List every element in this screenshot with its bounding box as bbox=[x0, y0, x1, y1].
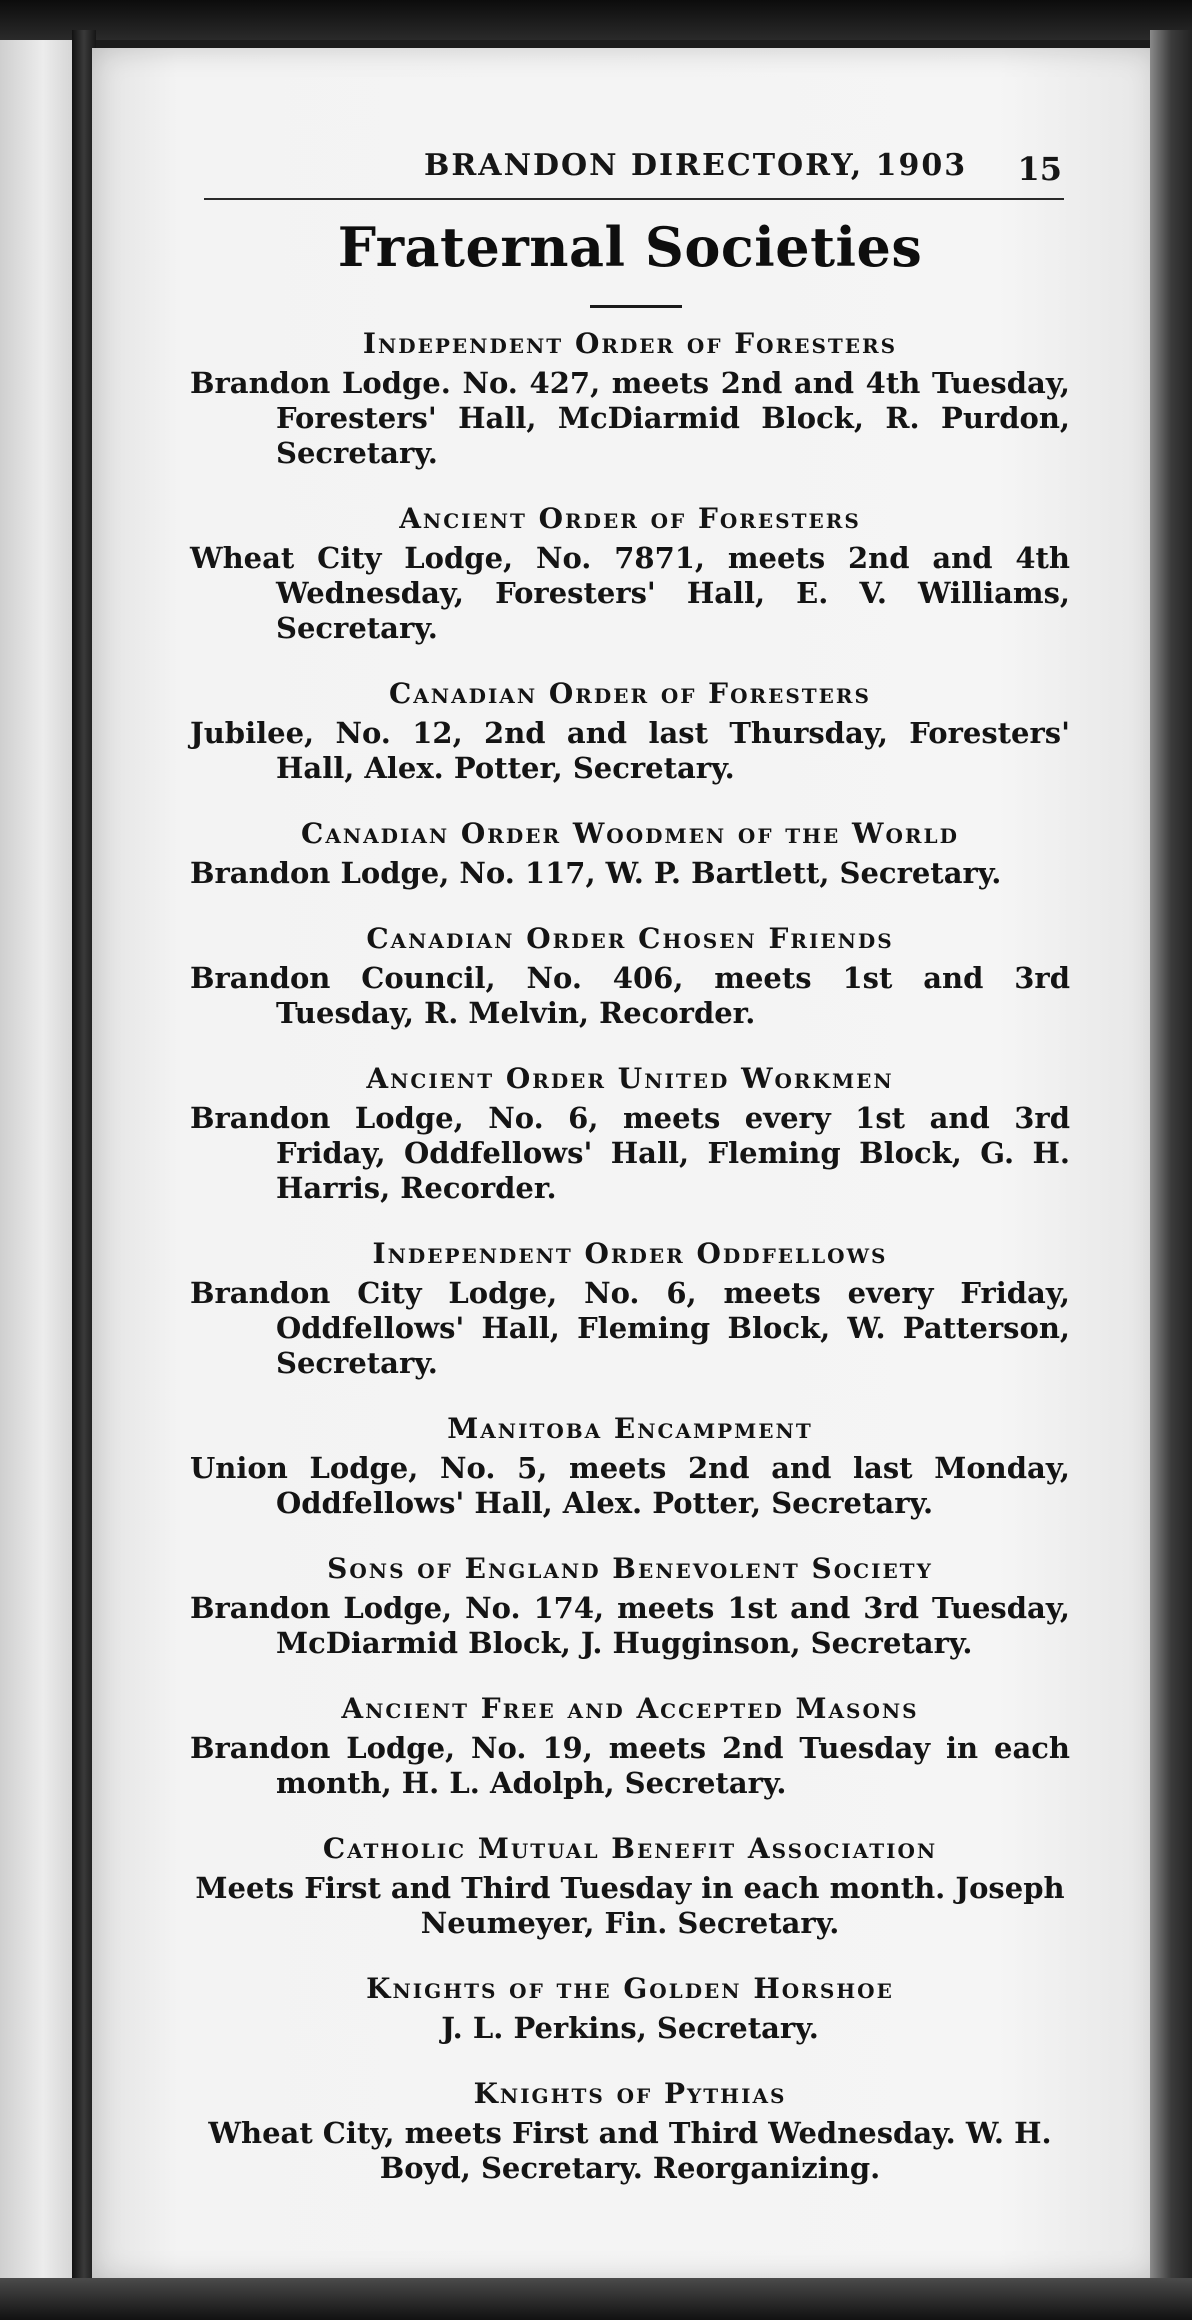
society-details: Jubilee, No. 12, 2nd and last Thursday, Foresters' Hall, Alex. Potter, Secretary. bbox=[190, 716, 1070, 785]
right-page-edge bbox=[1150, 30, 1192, 2290]
society-entry bbox=[190, 2072, 1070, 2186]
society-entry bbox=[190, 1057, 1070, 1206]
society-name: Canadian Order of Foresters bbox=[389, 677, 871, 710]
society-details: Brandon Lodge, No. 174, meets 1st and 3rd Tuesday, McDiarmid Block, J. Hugginson, Secretary. bbox=[190, 1591, 1070, 1660]
society-name: Independent Order Oddfellows bbox=[372, 1237, 888, 1270]
society-name: Ancient Free and Accepted Masons bbox=[341, 1692, 919, 1725]
society-name: Canadian Order Chosen Friends bbox=[366, 922, 894, 955]
society-details: Brandon Lodge, No. 6, meets every 1st and 3rd Friday, Oddfellows' Hall, Fleming Block, G. H. Harris, Recorder. bbox=[190, 1101, 1070, 1205]
society-entry bbox=[190, 322, 1070, 471]
running-head bbox=[114, 100, 1064, 188]
society-details: Brandon Lodge, No. 117, W. P. Bartlett, Secretary. bbox=[190, 856, 1002, 890]
society-entry bbox=[190, 672, 1070, 786]
society-name: Ancient Order of Foresters bbox=[399, 502, 861, 535]
header-rule bbox=[204, 198, 1064, 200]
society-details: Brandon Council, No. 406, meets 1st and 3rd Tuesday, R. Melvin, Recorder. bbox=[190, 961, 1070, 1030]
society-name: Independent Order of Foresters bbox=[362, 327, 898, 360]
society-name: Manitoba Encampment bbox=[447, 1412, 813, 1445]
society-details: Wheat City Lodge, No. 7871, meets 2nd and 4th Wednesday, Foresters' Hall, E. V. Williams, Secretary. bbox=[190, 541, 1070, 645]
society-list bbox=[190, 322, 1070, 2212]
title-rule bbox=[590, 305, 682, 308]
society-details: Wheat City, meets First and Third Wednesday. W. H. Boyd, Secretary. Reorganizing. bbox=[208, 2116, 1052, 2185]
society-details: Union Lodge, No. 5, meets 2nd and last Monday, Oddfellows' Hall, Alex. Potter, Secretary. bbox=[190, 1451, 1070, 1520]
society-entry bbox=[190, 1687, 1070, 1801]
society-entry bbox=[190, 917, 1070, 1031]
society-details: Brandon City Lodge, No. 6, meets every Friday, Oddfellows' Hall, Fleming Block, W. Patterson, Secretary. bbox=[190, 1276, 1070, 1380]
scan-top-edge bbox=[0, 0, 1192, 40]
society-details: Brandon Lodge, No. 19, meets 2nd Tuesday in each month, H. L. Adolph, Secretary. bbox=[190, 1731, 1070, 1800]
society-entry bbox=[190, 812, 1070, 891]
scan-bottom-edge bbox=[0, 2278, 1192, 2320]
society-entry bbox=[190, 1232, 1070, 1381]
society-details: J. L. Perkins, Secretary. bbox=[441, 2011, 819, 2045]
running-head-title: BRANDON DIRECTORY, 1903 bbox=[424, 148, 968, 183]
society-name: Sons of England Benevolent Society bbox=[327, 1552, 933, 1585]
page-title: Fraternal Societies bbox=[337, 215, 923, 279]
society-name: Catholic Mutual Benefit Association bbox=[322, 1832, 938, 1865]
society-entry bbox=[190, 1547, 1070, 1661]
page-number: 15 bbox=[1017, 150, 1062, 188]
society-entry bbox=[190, 1967, 1070, 2046]
society-details: Brandon Lodge. No. 427, meets 2nd and 4th Tuesday, Foresters' Hall, McDiarmid Block, R. Purdon, Secretary. bbox=[190, 366, 1070, 470]
society-name: Canadian Order Woodmen of the World bbox=[301, 817, 959, 850]
society-name: Knights of Pythias bbox=[473, 2077, 787, 2110]
society-name: Knights of the Golden Horshoe bbox=[366, 1972, 894, 2005]
left-page-edge bbox=[0, 40, 75, 2280]
society-details: Meets First and Third Tuesday in each month. Joseph Neumeyer, Fin. Secretary. bbox=[195, 1871, 1065, 1940]
society-name: Ancient Order United Workmen bbox=[366, 1062, 894, 1095]
society-entry bbox=[190, 497, 1070, 646]
society-entry bbox=[190, 1827, 1070, 1941]
society-entry bbox=[190, 1407, 1070, 1521]
